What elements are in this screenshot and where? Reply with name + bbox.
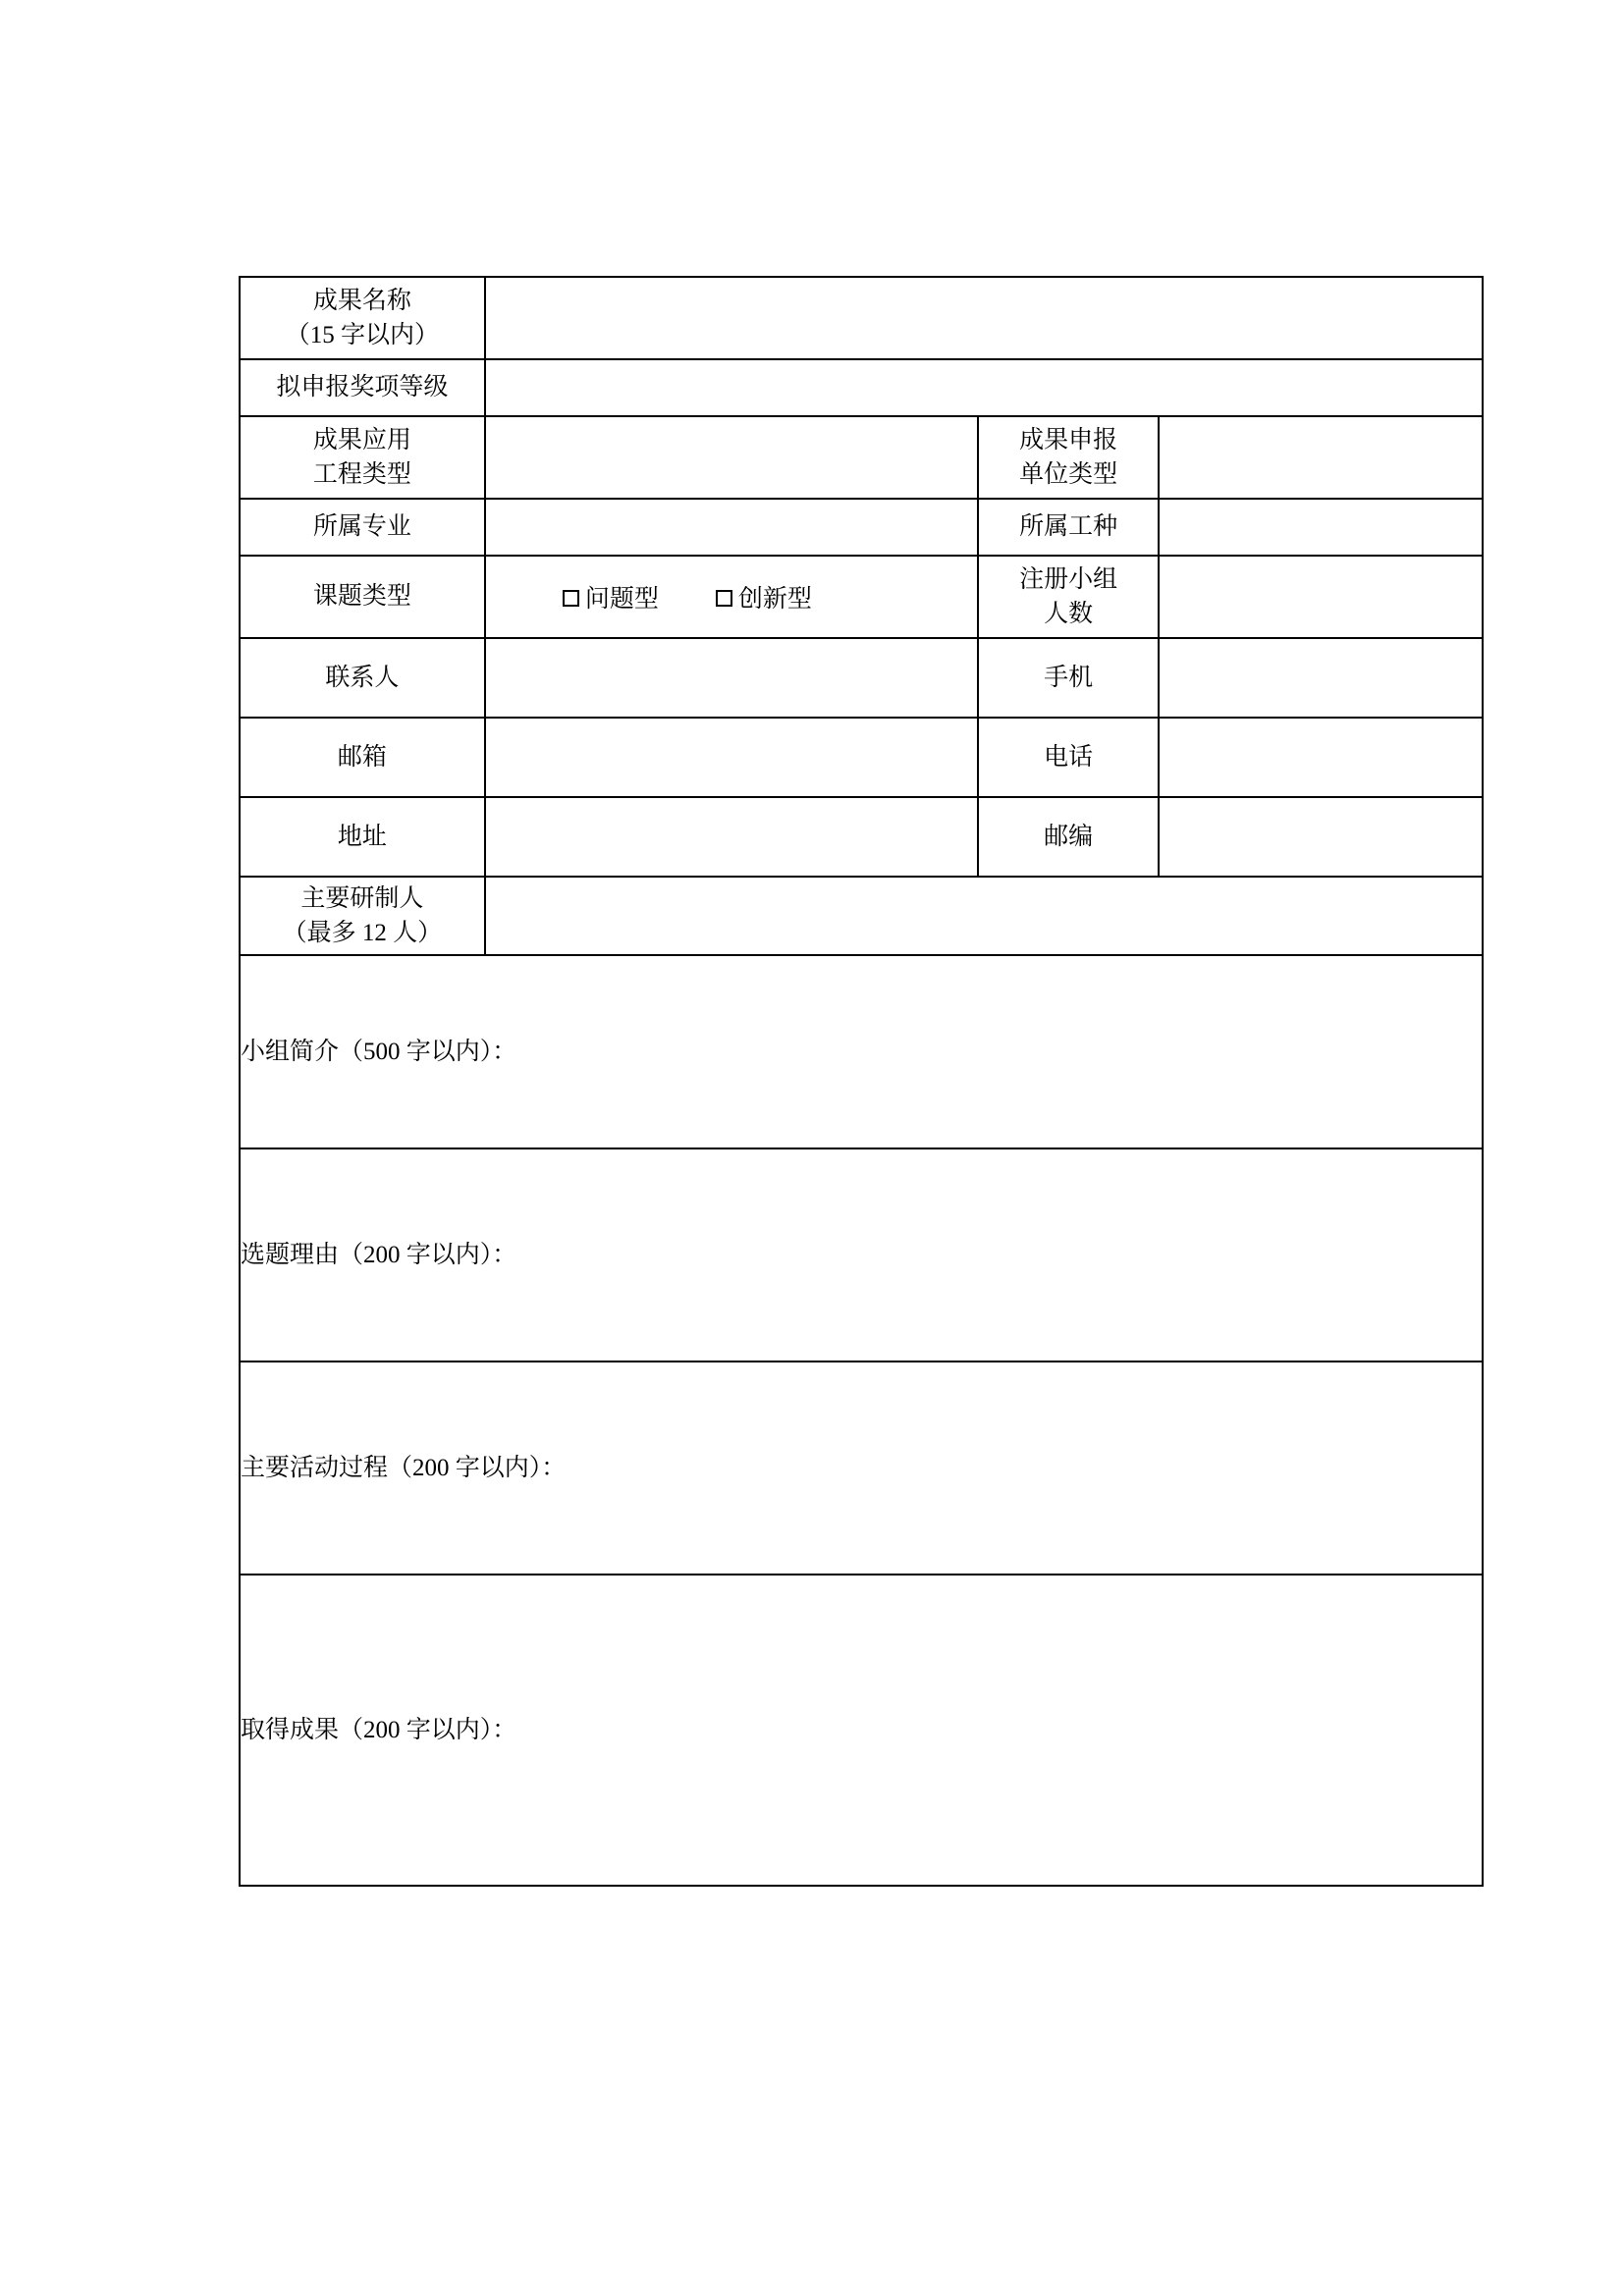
label-award-level-text: 拟申报奖项等级 bbox=[276, 374, 449, 401]
checkbox-option-innovation-label: 创新型 bbox=[737, 586, 812, 613]
label-achievement-name bbox=[240, 277, 485, 359]
table-row bbox=[240, 556, 1483, 638]
field-registered-group-count[interactable] bbox=[1159, 556, 1483, 638]
field-main-developers[interactable] bbox=[485, 877, 1483, 955]
table-row bbox=[240, 499, 1483, 556]
label-award-level bbox=[240, 359, 485, 416]
table-row bbox=[240, 277, 1483, 359]
label-declaring-unit-type-line1: 成果申报 bbox=[1019, 426, 1118, 454]
field-work-type[interactable] bbox=[1159, 499, 1483, 556]
label-main-developers-sub: （最多 12 人） bbox=[282, 920, 443, 946]
field-contact[interactable] bbox=[485, 638, 978, 718]
field-major[interactable] bbox=[485, 499, 978, 556]
label-contact bbox=[240, 638, 485, 718]
table-row bbox=[240, 1148, 1483, 1362]
label-topic-type bbox=[240, 556, 485, 638]
label-main-developers bbox=[240, 877, 485, 955]
label-phone-text: 电话 bbox=[1044, 743, 1094, 771]
label-contact-text: 联系人 bbox=[325, 664, 400, 691]
label-application-project-type-line1: 成果应用 bbox=[312, 426, 411, 454]
field-address[interactable] bbox=[485, 797, 978, 877]
table-row bbox=[240, 718, 1483, 797]
label-main-developers-text: 主要研制人 bbox=[300, 884, 424, 912]
checkbox-option-problem-label: 问题型 bbox=[584, 586, 659, 613]
label-main-activity: 主要活动过程（200 字以内）： bbox=[241, 1455, 567, 1481]
field-email[interactable] bbox=[485, 718, 978, 797]
label-postcode-text: 邮编 bbox=[1044, 823, 1094, 850]
label-declaring-unit-type-line2: 单位类型 bbox=[1019, 461, 1118, 488]
field-achievement-name[interactable] bbox=[485, 277, 1483, 359]
label-work-type-text: 所属工种 bbox=[1019, 513, 1118, 541]
label-mobile-text: 手机 bbox=[1044, 664, 1094, 691]
field-declaring-unit-type[interactable] bbox=[1159, 416, 1483, 499]
field-phone[interactable] bbox=[1159, 718, 1483, 797]
label-application-project-type-line2: 工程类型 bbox=[312, 461, 411, 488]
label-mobile bbox=[978, 638, 1159, 718]
application-form bbox=[239, 276, 1484, 1887]
label-email-text: 邮箱 bbox=[337, 743, 387, 771]
label-major bbox=[240, 499, 485, 556]
table-row bbox=[240, 1362, 1483, 1575]
field-mobile[interactable] bbox=[1159, 638, 1483, 718]
label-topic-reason: 选题理由（200 字以内）： bbox=[241, 1242, 517, 1268]
label-phone bbox=[978, 718, 1159, 797]
section-topic-reason[interactable] bbox=[240, 1148, 1483, 1362]
label-group-intro: 小组简介（500 字以内）： bbox=[241, 1039, 517, 1065]
section-main-activity[interactable] bbox=[240, 1362, 1483, 1575]
field-postcode[interactable] bbox=[1159, 797, 1483, 877]
form-table bbox=[239, 276, 1484, 1887]
section-achievement-result[interactable] bbox=[240, 1575, 1483, 1886]
label-email bbox=[240, 718, 485, 797]
table-row bbox=[240, 416, 1483, 499]
label-address bbox=[240, 797, 485, 877]
checkbox-icon[interactable] bbox=[563, 590, 579, 607]
checkbox-option-innovation[interactable] bbox=[716, 579, 812, 614]
label-topic-type-text: 课题类型 bbox=[312, 583, 411, 611]
table-row bbox=[240, 1575, 1483, 1886]
field-topic-type-options bbox=[485, 556, 978, 638]
label-achievement-name-sub: （15 字以内） bbox=[285, 322, 440, 348]
label-registered-group-line2: 人数 bbox=[1044, 601, 1094, 627]
label-application-project-type bbox=[240, 416, 485, 499]
table-row bbox=[240, 877, 1483, 955]
label-work-type bbox=[978, 499, 1159, 556]
section-group-intro[interactable] bbox=[240, 955, 1483, 1148]
table-row bbox=[240, 359, 1483, 416]
table-row bbox=[240, 955, 1483, 1148]
label-achievement-result: 取得成果（200 字以内）： bbox=[241, 1717, 517, 1743]
label-address-text: 地址 bbox=[337, 823, 387, 850]
field-application-project-type[interactable] bbox=[485, 416, 978, 499]
label-achievement-name-text: 成果名称 bbox=[312, 287, 411, 314]
checkbox-icon[interactable] bbox=[716, 590, 732, 607]
label-postcode bbox=[978, 797, 1159, 877]
field-award-level[interactable] bbox=[485, 359, 1483, 416]
label-registered-group-count bbox=[978, 556, 1159, 638]
table-row bbox=[240, 638, 1483, 718]
checkbox-option-problem[interactable] bbox=[563, 579, 659, 614]
label-registered-group-line1: 注册小组 bbox=[1019, 565, 1118, 593]
label-declaring-unit-type bbox=[978, 416, 1159, 499]
label-major-text: 所属专业 bbox=[312, 513, 411, 541]
table-row bbox=[240, 797, 1483, 877]
